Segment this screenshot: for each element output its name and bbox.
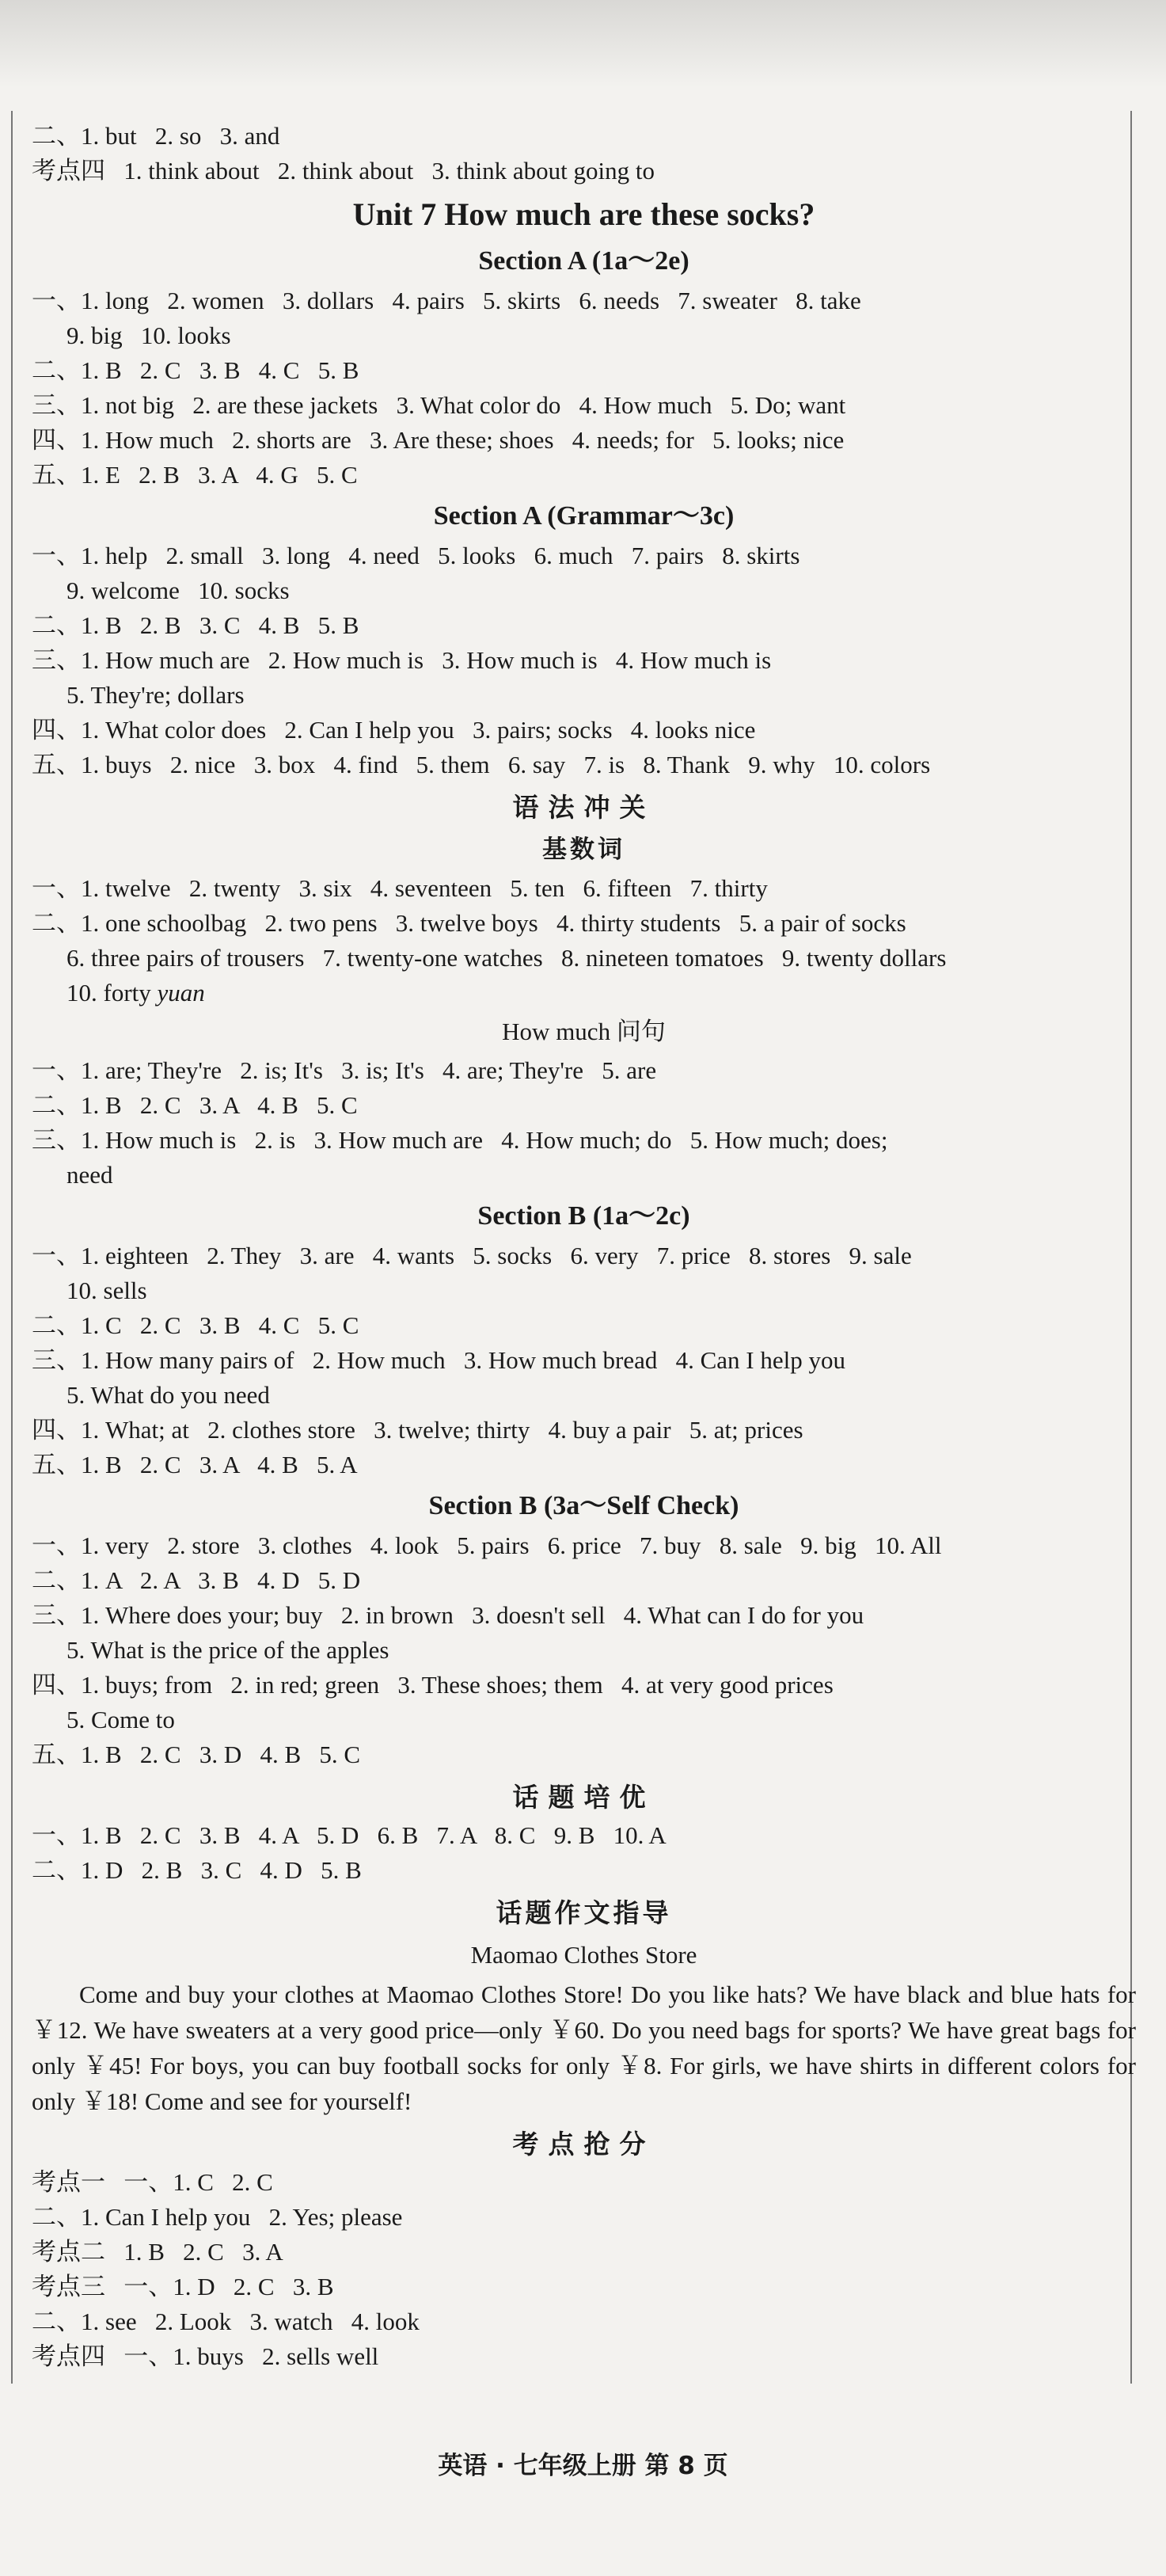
answer-line: 考点三 一、1. D 2. C 3. B <box>32 2273 334 2300</box>
answer-line: 三、1. How much is 2. is 3. How much are 4. How much; do 5. How much; does; <box>32 1126 888 1154</box>
cardinal-numbers-title: 基数词 <box>542 835 625 864</box>
answer-line: 5. What is the price of the apples <box>66 1636 389 1664</box>
answer-line: 四、1. What color does 2. Can I help you 3. pairs; socks 4. looks nice <box>32 716 756 744</box>
essay-heading: Maomao Clothes Store <box>470 1941 697 1969</box>
answer-line: 考点一 一、1. C 2. C <box>32 2168 273 2196</box>
answer-line <box>32 976 1136 1010</box>
section-title: Section A (Grammar～3c) <box>433 501 735 531</box>
answer-line: 五、1. E 2. B 3. A 4. G 5. C <box>32 461 358 489</box>
answer-line: 10. sells <box>66 1277 147 1304</box>
answer-line: 二、1. B 2. C 3. A 4. B 5. C <box>32 1091 358 1119</box>
answer-line: 三、1. How much are 2. How much is 3. How much is 4. How much is <box>32 646 772 674</box>
answer-line: 三、1. Where does your; buy 2. in brown 3. doesn't sell 4. What can I do for you <box>32 1601 864 1629</box>
answer-line: 二、1. A 2. A 3. B 4. D 5. D <box>32 1566 361 1594</box>
answer-line: 二、1. D 2. B 3. C 4. D 5. B <box>32 1856 362 1884</box>
answer-line: 一、1. B 2. C 3. B 4. A 5. D 6. B 7. A 8. C 9. B 10. A <box>32 1821 667 1849</box>
answer-line: 二、1. one schoolbag 2. two pens 3. twelve boys 4. thirty students 5. a pair of socks <box>32 909 906 937</box>
answer-line: 6. three pairs of trousers 7. twenty-one watches 8. nineteen tomatoes 9. twenty dollars <box>66 944 947 972</box>
answer-line: 五、1. B 2. C 3. A 4. B 5. A <box>32 1451 358 1478</box>
answer-line: 5. What do you need <box>66 1381 270 1409</box>
answer-line: 一、1. twelve 2. twenty 3. six 4. seventeen 5. ten 6. fifteen 7. thirty <box>32 874 768 902</box>
answer-line: 二、1. B 2. C 3. B 4. C 5. B <box>32 356 359 384</box>
answer-text-italic: yuan <box>157 979 205 1006</box>
answer-line: 5. Come to <box>66 1706 175 1733</box>
answer-line: 一、1. are; They're 2. is; It's 3. is; It's 4. are; They're 5. are <box>32 1056 657 1084</box>
answer-line: 二、1. C 2. C 3. B 4. C 5. C <box>32 1311 359 1339</box>
answer-line: 一、1. help 2. small 3. long 4. need 5. looks 6. much 7. pairs 8. skirts <box>32 542 800 569</box>
section-title: Section A (1a～2e) <box>478 246 689 276</box>
answer-line: 考点四 1. think about 2. think about 3. think about going to <box>32 157 655 185</box>
answer-line: 考点二 1. B 2. C 3. A <box>32 2238 283 2266</box>
answer-line: 5. They're; dollars <box>66 681 245 709</box>
answer-line: 五、1. buys 2. nice 3. box 4. find 5. them 6. say 7. is 8. Thank 9. why 10. colors <box>32 751 931 778</box>
answer-line: 四、1. What; at 2. clothes store 3. twelve; thirty 4. buy a pair 5. at; prices <box>32 1416 803 1444</box>
answer-line: 一、1. eighteen 2. They 3. are 4. wants 5. socks 6. very 7. price 8. stores 9. sale <box>32 1242 912 1269</box>
topic-section-title: 话题培优 <box>512 1782 655 1813</box>
answer-line: 三、1. How many pairs of 2. How much 3. How much bread 4. Can I help you <box>32 1346 845 1374</box>
section-title: Section B (3a～Self Check) <box>428 1491 739 1520</box>
exam-section-title: 考点抢分 <box>512 2129 655 2159</box>
answer-line: 四、1. How much 2. shorts are 3. Are these; shoes 4. needs; for 5. looks; nice <box>32 426 845 454</box>
grammar-section-title: 语法冲关 <box>512 792 655 823</box>
answer-line: need <box>66 1161 113 1189</box>
answer-line: 五、1. B 2. C 3. D 4. B 5. C <box>32 1741 361 1768</box>
answer-line: 9. big 10. looks <box>66 322 231 349</box>
answer-key-content <box>32 119 1136 2374</box>
answer-line: 二、1. but 2. so 3. and <box>32 122 280 150</box>
answer-line: 二、1. B 2. B 3. C 4. B 5. B <box>32 611 359 639</box>
essay-section-title: 话题作文指导 <box>496 1897 672 1928</box>
left-margin-rule <box>11 111 13 2384</box>
page-footer: 英语 · 七年级上册 第 8 页 <box>438 2452 728 2480</box>
answer-line: 9. welcome 10. socks <box>66 576 290 604</box>
how-much-questions-title: How much 问句 <box>502 1018 666 1045</box>
section-title: Section B (1a～2c) <box>477 1201 690 1231</box>
answer-line: 四、1. buys; from 2. in red; green 3. These shoes; them 4. at very good prices <box>32 1671 834 1699</box>
answer-line: 二、1. see 2. Look 3. watch 4. look <box>32 2308 420 2335</box>
answer-line: 考点四 一、1. buys 2. sells well <box>32 2342 379 2370</box>
answer-line: 一、1. very 2. store 3. clothes 4. look 5. pairs 6. price 7. buy 8. sale 9. big 10. All <box>32 1532 942 1559</box>
answer-line: 三、1. not big 2. are these jackets 3. What color do 4. How much 5. Do; want <box>32 391 846 419</box>
answer-line: 一、1. long 2. women 3. dollars 4. pairs 5. skirts 6. needs 7. sweater 8. take <box>32 287 861 314</box>
answer-text: 10. forty <box>66 979 158 1006</box>
answer-line: 二、1. Can I help you 2. Yes; please <box>32 2203 403 2231</box>
unit-title: Unit 7 How much are these socks? <box>352 196 815 232</box>
scan-shadow <box>0 0 1166 87</box>
essay-paragraph: Come and buy your clothes at Maomao Clothes Store! Do you like hats? We have black and blue hats for ￥12. We have sweaters at a very good price—only ￥60. Do you need bags for sports? We have great bags for only ￥45! For boys, you can buy football socks for only ￥8. For girls, we have shirts in different colors for only ￥18! Come and see for yourself! <box>32 1981 1136 2115</box>
